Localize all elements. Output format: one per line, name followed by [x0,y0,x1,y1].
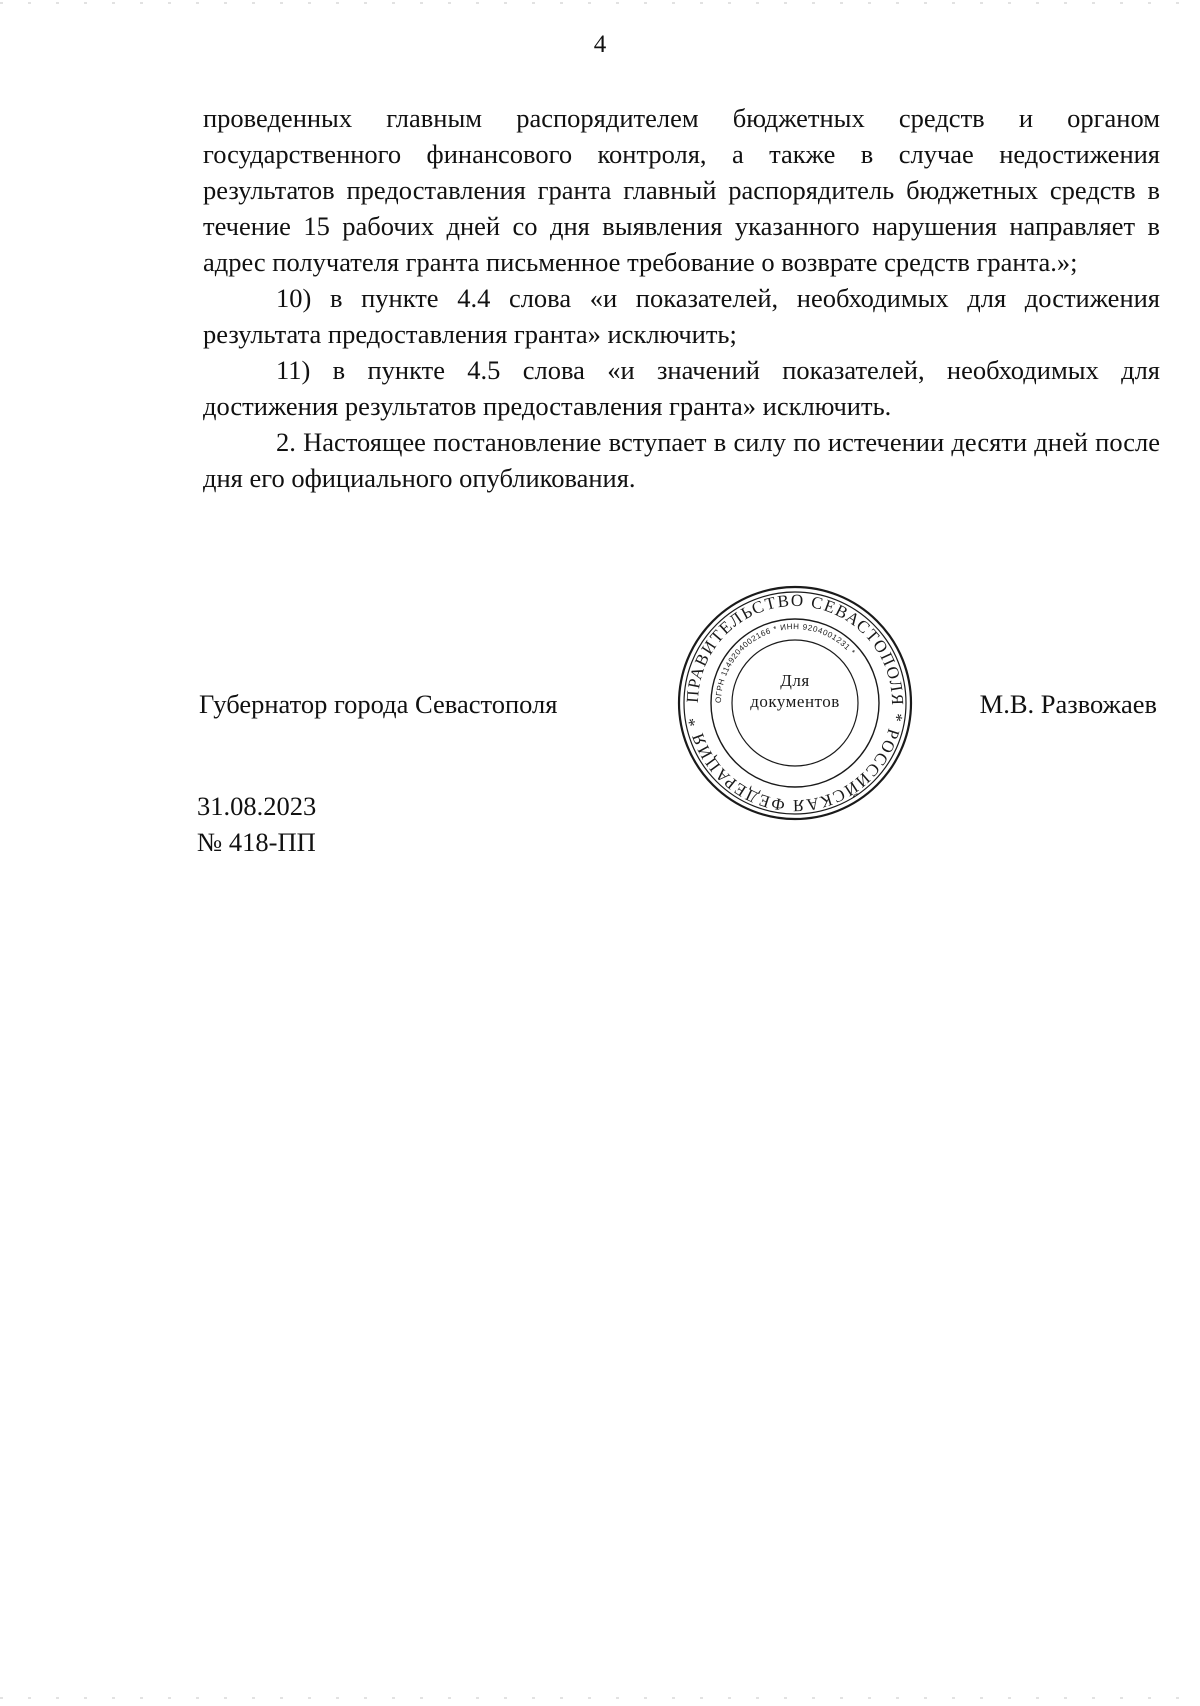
seal-center-line: документов [750,692,840,711]
document-body [203,100,1160,496]
body-paragraph: 10) в пункте 4.4 слова «и показателей, необходимых для достижения результата предоставления гранта» исключить; [203,283,1160,349]
document-meta [197,788,316,860]
body-paragraph: проведенных главным распорядителем бюджетных средств и органом государственного финансового контроля, а также в случае недостижения результатов предоставления гранта главный распорядитель бюджетных средств в течение 15 рабочих дней со дня выявления указанного нарушения направляет в адрес получателя гранта письменное требование о возврате средств гранта.»; [203,103,1160,277]
seal-center-text [676,670,914,712]
page-number: 4 [593,31,607,58]
signatory-name: М.В. Развожаев [979,689,1157,719]
document-number: № 418-ПП [197,827,316,857]
document-date: 31.08.2023 [197,791,317,821]
seal-center-line: Для [780,671,810,690]
seal-inner-text: ОГРН 1149204002166 * ИНН 9204001231 * [713,621,858,704]
scan-edge-top [0,2,1200,4]
body-paragraph: 11) в пункте 4.5 слова «и значений показателей, необходимых для достижения результатов предоставления гранта» исключить. [203,355,1160,421]
body-paragraph: 2. Настоящее постановление вступает в силу по истечении десяти дней после дня его официального опубликования. [203,427,1160,493]
seal-outer-text: ПРАВИТЕЛЬСТВО СЕВАСТОПОЛЯ * РОССИЙСКАЯ ФЕДЕРАЦИЯ * [682,590,908,816]
signature-block [0,686,1200,726]
scan-edge-bottom [0,1697,1200,1699]
signatory-position: Губернатор города Севастополя [199,689,558,719]
official-seal-stamp [676,584,914,822]
